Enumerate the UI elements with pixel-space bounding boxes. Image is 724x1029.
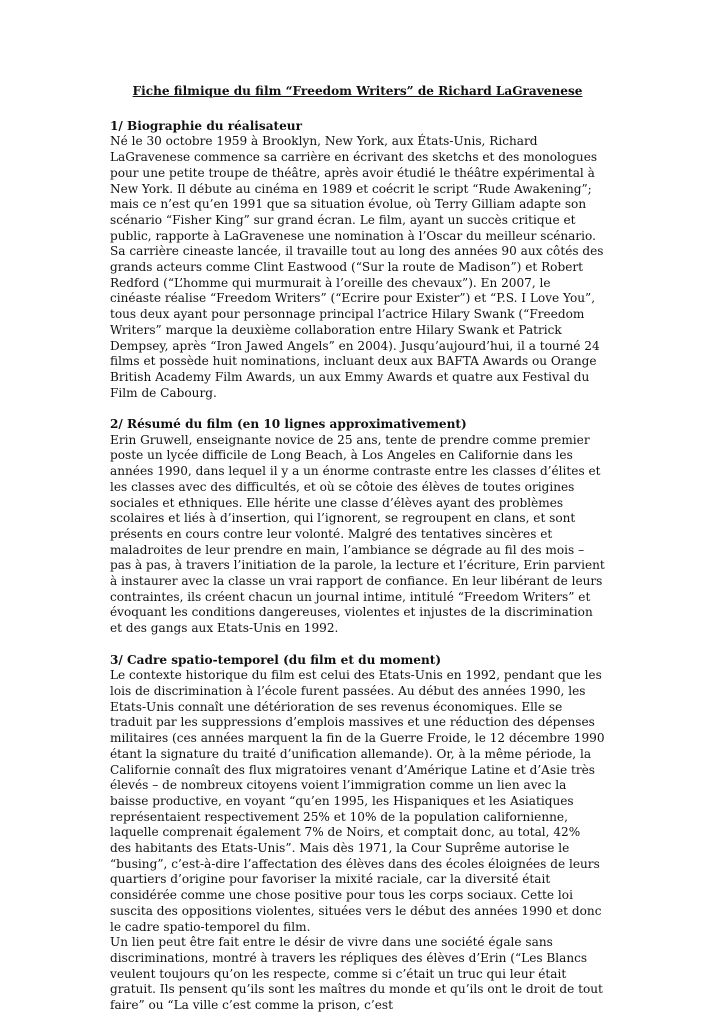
section-biography (110, 119, 605, 402)
document-page (110, 84, 605, 1029)
section-heading: 1/ Biographie du réalisateur (110, 118, 302, 133)
section-paragraph: Né le 30 octobre 1959 à Brooklyn, New York, aux États-Unis, Richard LaGravenese commence sa carrière en écrivant des sketchs et des monologues pour une petite troupe de théâtre, après avoir étudié le théâtre expérimental à New York. Il débute au cinéma en 1989 et coécrit le script “Rude Awakening”; mais ce n’est qu’en 1991 que sa situation évolue, où Terry Gilliam adapte son scénario “Fisher King” sur grand écran. Le film, ayant un succès critique et public, rapporte à LaGravenese une nomination à l’Oscar du meilleur scénario. Sa carrière cineaste lancée, il travaille tout au long des années 90 aux côtés des grands acteurs comme Clint Eastwood (“Sur la route de Madison”) et Robert Redford (“L’homme qui murmurait à l’oreille des chevaux”). En 2007, le cinéaste réalise “Freedom Writers” (“Ecrire pour Exister”) et “P.S. I Love You”, tous deux ayant pour personnage principal l’actrice Hilary Swank (“Freedom Writers” marque la deuxième collaboration entre Hilary Swank et Patrick Dempsey, après “Iron Jawed Angels” en 2004). Jusqu’aujourd’hui, il a tourné 24 films et possède huit nominations, incluant deux aux BAFTA Awards ou Orange British Academy Film Awards, un aux Emmy Awards et quatre aux Festival du Film de Cabourg. (110, 134, 604, 400)
section-heading: 2/ Résumé du film (en 10 lignes approximativement) (110, 417, 467, 432)
section-paragraph: Un lien peut être fait entre le désir de vivre dans une société égale sans discriminations, montré à travers les répliques des élèves d’Erin (“Les Blancs veulent toujours qu’on les respecte, comme si c’était un truc qui leur était gratuit. Ils pensent qu’ils sont les maîtres du monde et qu’ils ont le droit de tout faire” ou “La ville c’est comme la prison, c’est (110, 935, 603, 1013)
section-heading: 3/ Cadre spatio-temporel (du film et du moment) (110, 652, 442, 667)
document-title: Fiche filmique du film “Freedom Writers” de Richard LaGravenese (132, 84, 583, 98)
section-summary (110, 417, 605, 637)
section-paragraph: Le contexte historique du film est celui des Etats-Unis en 1992, pendant que les lois de discrimination à l’école furent passées. Au début des années 1990, les Etats-Unis connaît une détérioration de ses revenus économiques. Elle se traduit par les suppressions d’emplois massives et une réduction des dépenses militaires (ces années marquent la fin de la Guerre Froide, le 12 décembre 1990 étant la signature du traité d’unification allemande). Or, à la même période, la Californie connaît des flux migratoires venant d’Amérique Latine et d’Asie très élevés – de nombreux citoyens voient l’immigration comme un lien avec la baisse productive, en voyant “qu’en 1995, les Hispaniques et les Asiatiques représentaient respectivement 25% et 10% de la population californienne, laquelle comprenait également 7% de Noirs, et comptait donc, au total, 42% des habitants des Etats-Unis”. Mais dès 1971, la Cour Suprême autorise le “busing”, c’est-à-dire l’affectation des élèves dans des écoles éloignées de leurs quartiers d’origine pour favoriser la mixité raciale, car la diversité était considérée comme une chose positive pour tous les corps sociaux. Cette loi suscita des oppositions violentes, situées vers le début des années 1990 et donc le cadre spatio-temporel du film. (110, 668, 605, 934)
section-paragraph: Erin Gruwell, enseignante novice de 25 ans, tente de prendre comme premier poste un lycée difficile de Long Beach, à Los Angeles en Californie dans les années 1990, dans lequel il y a un énorme contraste entre les classes d’élites et les classes avec des difficultés, et où se côtoie des élèves de toutes origines sociales et ethniques. Elle hérite une classe d’élèves ayant des problèmes scolaires et liés à d’insertion, qui l’ignorent, se regroupent en clans, et sont présents en cours contre leur volonté. Malgré des tentatives sincères et maladroites de leur prendre en main, l’ambiance se dégrade au fil des mois – pas à pas, à travers l’initiation de la parole, la lecture et l’écriture, Erin parvient à instaurer avec la classe un vrai rapport de confiance. En leur libérant de leurs contraintes, ils créent chacun un journal intime, intitulé “Freedom Writers” et évoquant les conditions dangereuses, violentes et injustes de la discrimination et des gangs aux Etats-Unis en 1992. (110, 432, 605, 636)
section-context (110, 653, 605, 1014)
